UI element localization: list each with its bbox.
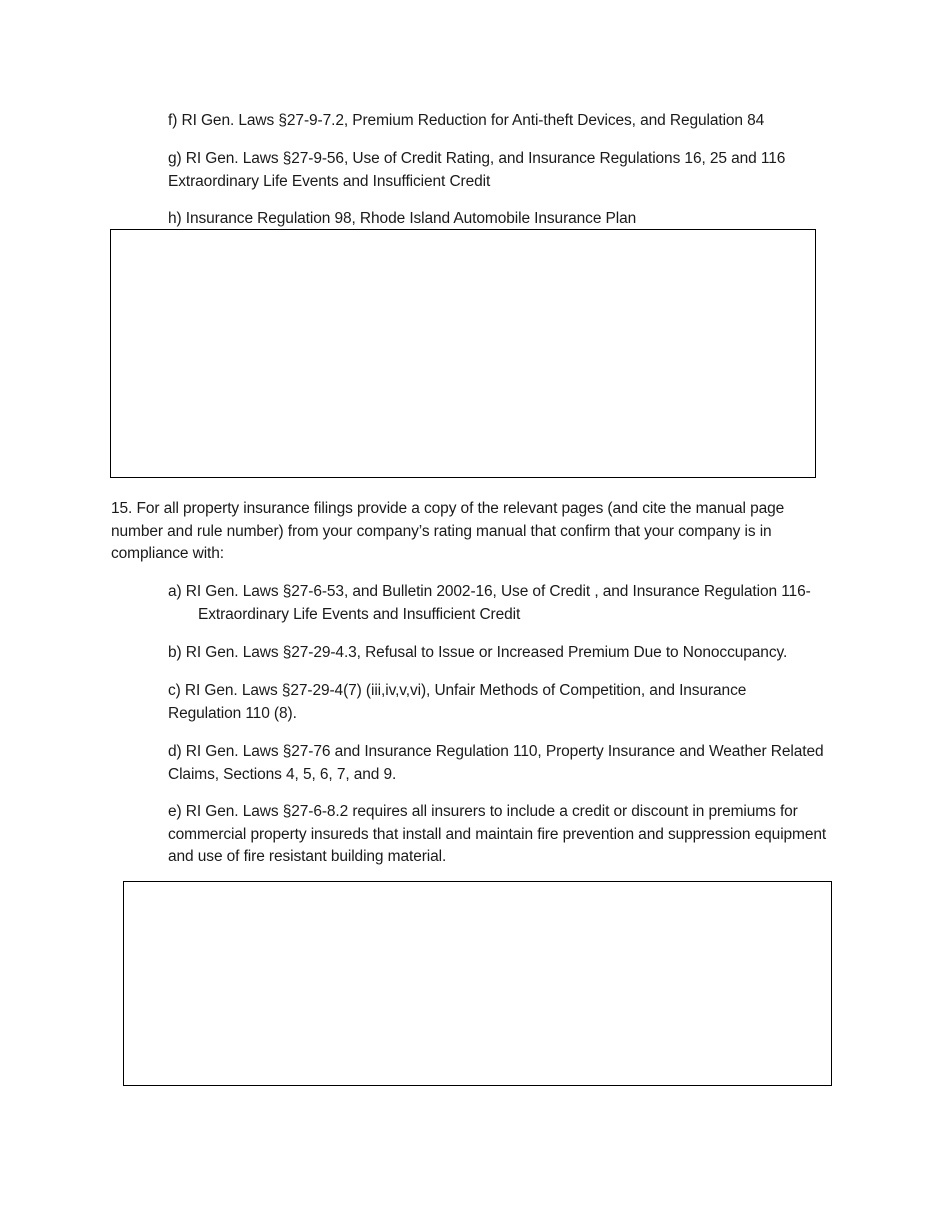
item-d-weather-claims: d) RI Gen. Laws §27-76 and Insurance Regulation 110, Property Insurance and Weather Related Claims, Sections 4, 5, 6, 7, and 9. <box>168 743 824 783</box>
item-b-nonoccupancy: b) RI Gen. Laws §27-29-4.3, Refusal to Issue or Increased Premium Due to Nonoccupancy. <box>168 644 788 661</box>
item-c-unfair-methods: c) RI Gen. Laws §27-29-4(7) (iii,iv,v,vi), Unfair Methods of Competition, and Insurance Regulation 110 (8). <box>168 682 747 722</box>
item-e-fire-prevention: e) RI Gen. Laws §27-6-8.2 requires all insurers to include a credit or discount in premiums for commercial property insureds that install and maintain fire prevention and suppression equipment and use of fire resistant building material. <box>168 803 827 865</box>
item-g-credit-rating: g) RI Gen. Laws §27-9-56, Use of Credit Rating, and Insurance Regulations 16, 25 and 116 Extraordinary Life Events and Insufficient Credit <box>168 150 786 190</box>
item-h-automobile-plan: h) Insurance Regulation 98, Rhode Island Automobile Insurance Plan <box>168 210 637 227</box>
answer-box-15[interactable] <box>123 881 832 1086</box>
item-a-use-of-credit: a) RI Gen. Laws §27-6-53, and Bulletin 2002-16, Use of Credit , and Insurance Regulation 116- Extraordinary Life Events and Insufficient Credit <box>168 583 811 623</box>
item-f-anti-theft: f) RI Gen. Laws §27-9-7.2, Premium Reduction for Anti-theft Devices, and Regulation 84 <box>168 112 765 129</box>
answer-box-14[interactable] <box>110 229 816 478</box>
question-15: 15. For all property insurance filings provide a copy of the relevant pages (and cite the manual page number and rule number) from your company’s rating manual that confirm that your company is in compliance with: <box>111 500 785 562</box>
